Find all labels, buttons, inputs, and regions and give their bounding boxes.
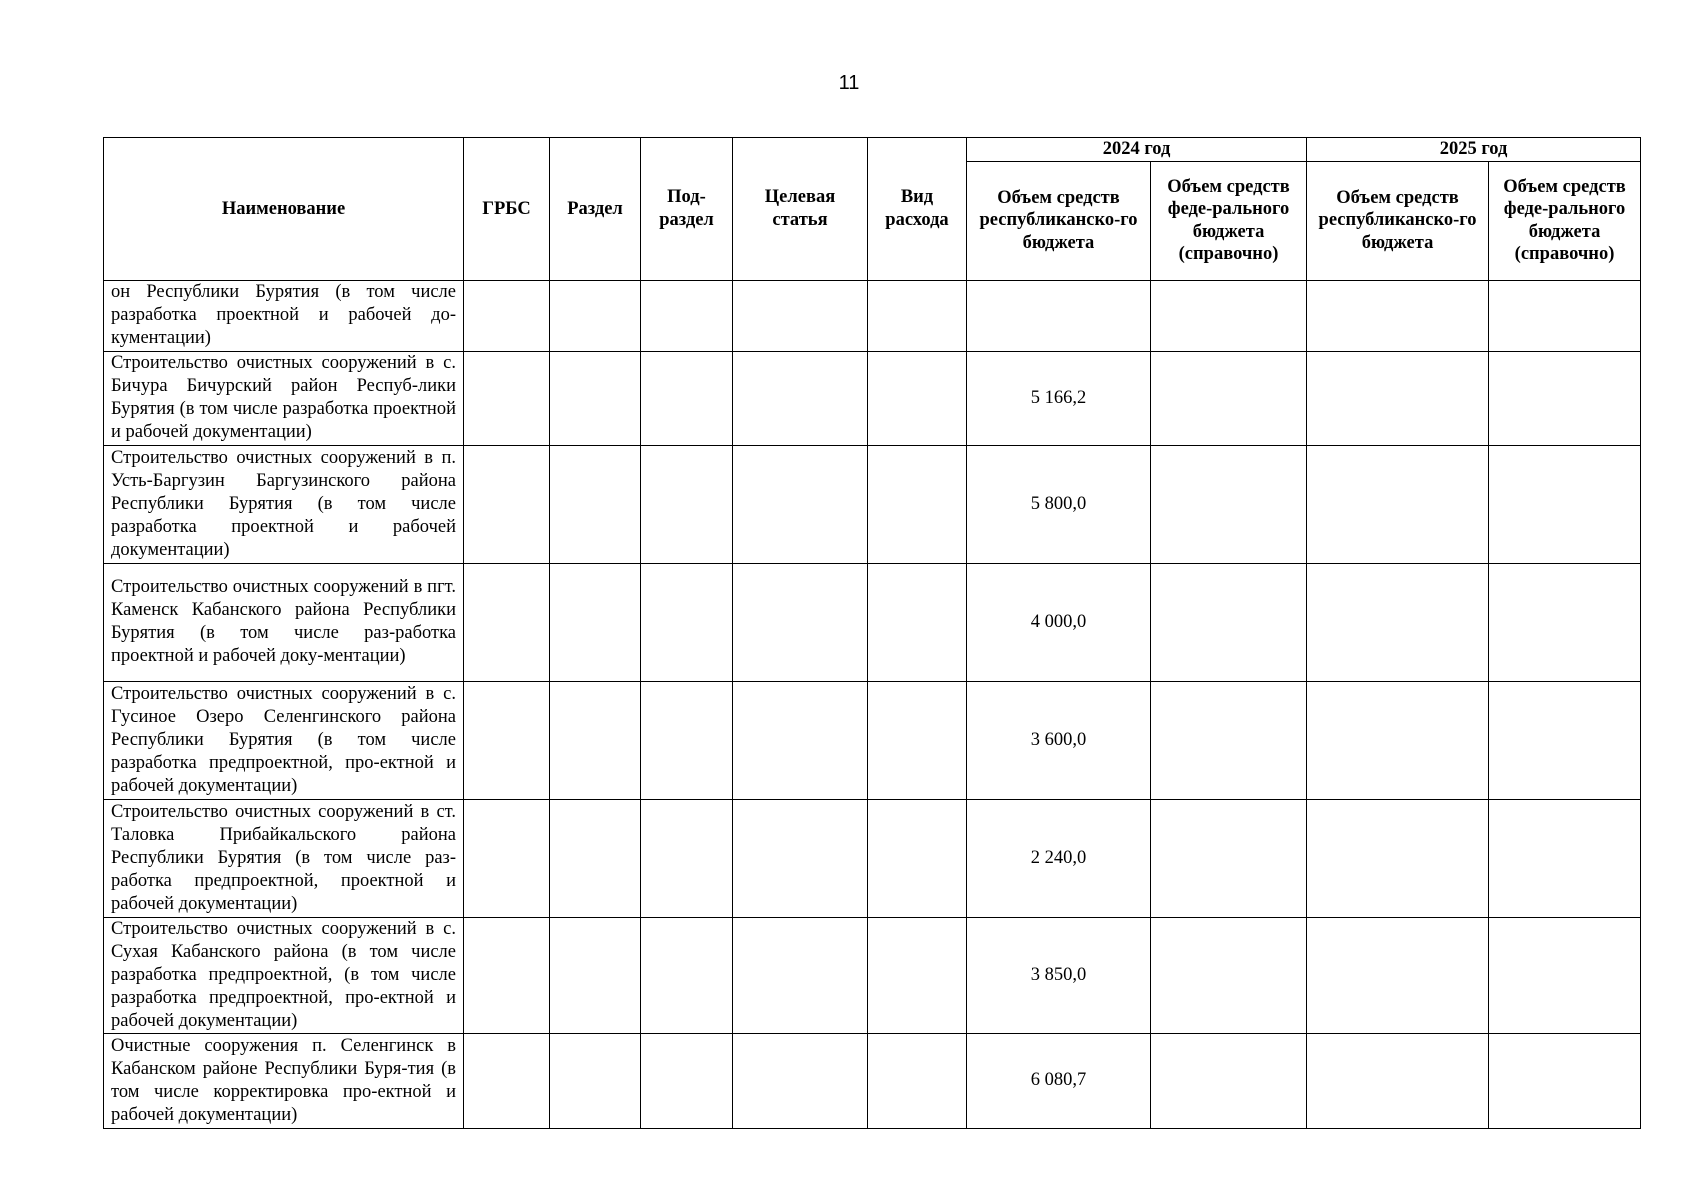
row-2025-republic-amount (1307, 681, 1489, 799)
row-2025-republic-amount (1307, 563, 1489, 681)
row-2025-federal-amount (1489, 681, 1641, 799)
row-2024-federal-amount (1151, 563, 1307, 681)
header-year-2025: 2025 год (1307, 138, 1641, 162)
row-grbs (464, 445, 550, 563)
row-subsection (641, 799, 733, 917)
row-2024-republic-amount: 5 800,0 (967, 445, 1151, 563)
row-target-item (733, 1033, 868, 1128)
row-section (550, 799, 641, 917)
row-section (550, 563, 641, 681)
header-2025-federal-funds: Объем средств феде-рального бюджета (справочно) (1489, 161, 1641, 280)
row-grbs (464, 351, 550, 445)
header-name: Наименование (104, 138, 464, 281)
row-2025-federal-amount (1489, 445, 1641, 563)
row-grbs (464, 280, 550, 351)
row-grbs (464, 917, 550, 1033)
row-target-item (733, 917, 868, 1033)
row-section (550, 445, 641, 563)
table-row (104, 917, 1641, 1033)
row-expense-type (868, 445, 967, 563)
row-grbs (464, 1033, 550, 1128)
row-name: Строительство очистных сооружений в с. Гусиное Озеро Селенгинского района Республики Бурятия (в том числе разработка предпроектной, про-ектной и рабочей документации) (104, 681, 464, 799)
row-2025-republic-amount (1307, 917, 1489, 1033)
row-subsection (641, 351, 733, 445)
row-subsection (641, 917, 733, 1033)
row-2024-republic-amount: 4 000,0 (967, 563, 1151, 681)
row-subsection (641, 563, 733, 681)
row-grbs (464, 799, 550, 917)
row-2025-federal-amount (1489, 1033, 1641, 1128)
row-expense-type (868, 351, 967, 445)
table-row (104, 445, 1641, 563)
row-section (550, 917, 641, 1033)
row-target-item (733, 563, 868, 681)
row-2025-federal-amount (1489, 280, 1641, 351)
row-name: он Республики Бурятия (в том числе разработка проектной и рабочей до-кументации) (104, 280, 464, 351)
row-target-item (733, 445, 868, 563)
page-number: 11 (838, 72, 860, 94)
row-target-item (733, 351, 868, 445)
row-2024-federal-amount (1151, 280, 1307, 351)
header-2024-federal-funds: Объем средств феде-рального бюджета (справочно) (1151, 161, 1307, 280)
row-name: Строительство очистных сооружений в с. Бичура Бичурский район Респуб-лики Бурятия (в том числе разработка проектной и рабочей документации) (104, 351, 464, 445)
row-expense-type (868, 563, 967, 681)
row-name: Строительство очистных сооружений в пгт. Каменск Кабанского района Республики Бурятия (в том числе раз-работка проектной и рабочей доку-ментации) (104, 563, 464, 681)
row-subsection (641, 445, 733, 563)
row-2025-republic-amount (1307, 280, 1489, 351)
table-row (104, 280, 1641, 351)
row-2024-republic-amount: 2 240,0 (967, 799, 1151, 917)
table-header (104, 138, 1641, 281)
row-2025-federal-amount (1489, 563, 1641, 681)
header-target-item: Целевая статья (733, 138, 868, 281)
row-grbs (464, 563, 550, 681)
row-2025-federal-amount (1489, 351, 1641, 445)
header-expense-type: Вид расхода (868, 138, 967, 281)
row-2024-federal-amount (1151, 1033, 1307, 1128)
budget-table (103, 137, 1641, 1129)
row-target-item (733, 681, 868, 799)
row-target-item (733, 280, 868, 351)
table-row (104, 351, 1641, 445)
row-2024-republic-amount: 5 166,2 (967, 351, 1151, 445)
row-name: Строительство очистных сооружений в п. Усть-Баргузин Баргузинского района Республики Бурятия (в том числе разработка проектной и рабочей документации) (104, 445, 464, 563)
table-row (104, 563, 1641, 681)
row-2025-federal-amount (1489, 917, 1641, 1033)
row-2024-republic-amount: 3 850,0 (967, 917, 1151, 1033)
row-2025-federal-amount (1489, 799, 1641, 917)
row-section (550, 681, 641, 799)
row-2025-republic-amount (1307, 799, 1489, 917)
row-expense-type (868, 917, 967, 1033)
row-section (550, 280, 641, 351)
row-name: Строительство очистных сооружений в ст. Таловка Прибайкальского района Республики Бурятия (в том числе раз-работка предпроектной, проектной и рабочей документации) (104, 799, 464, 917)
header-section: Раздел (550, 138, 641, 281)
row-subsection (641, 681, 733, 799)
row-expense-type (868, 1033, 967, 1128)
table-body (104, 280, 1641, 1128)
row-subsection (641, 1033, 733, 1128)
row-section (550, 351, 641, 445)
row-2024-republic-amount: 6 080,7 (967, 1033, 1151, 1128)
row-expense-type (868, 681, 967, 799)
header-year-2024: 2024 год (967, 138, 1307, 162)
row-expense-type (868, 799, 967, 917)
row-subsection (641, 280, 733, 351)
row-2024-federal-amount (1151, 351, 1307, 445)
row-2024-republic-amount (967, 280, 1151, 351)
row-section (550, 1033, 641, 1128)
row-name: Строительство очистных сооружений в с. Сухая Кабанского района (в том числе разработка предпроектной, (в том числе разработка предпроектной, про-ектной и рабочей документации) (104, 917, 464, 1033)
header-2025-republic-funds: Объем средств республиканско-го бюджета (1307, 161, 1489, 280)
row-2025-republic-amount (1307, 445, 1489, 563)
table-row (104, 681, 1641, 799)
row-target-item (733, 799, 868, 917)
header-2024-republic-funds: Объем средств республиканско-го бюджета (967, 161, 1151, 280)
row-2024-federal-amount (1151, 799, 1307, 917)
row-2025-republic-amount (1307, 1033, 1489, 1128)
table-row (104, 1033, 1641, 1128)
header-subsection: Под-раздел (641, 138, 733, 281)
row-2024-federal-amount (1151, 917, 1307, 1033)
row-2025-republic-amount (1307, 351, 1489, 445)
table-row (104, 799, 1641, 917)
header-grbs: ГРБС (464, 138, 550, 281)
row-expense-type (868, 280, 967, 351)
row-2024-federal-amount (1151, 681, 1307, 799)
row-grbs (464, 681, 550, 799)
row-2024-federal-amount (1151, 445, 1307, 563)
row-2024-republic-amount: 3 600,0 (967, 681, 1151, 799)
row-name: Очистные сооружения п. Селенгинск в Кабанском районе Республики Буря-тия (в том числе корректировка про-ектной и рабочей документации) (104, 1033, 464, 1128)
